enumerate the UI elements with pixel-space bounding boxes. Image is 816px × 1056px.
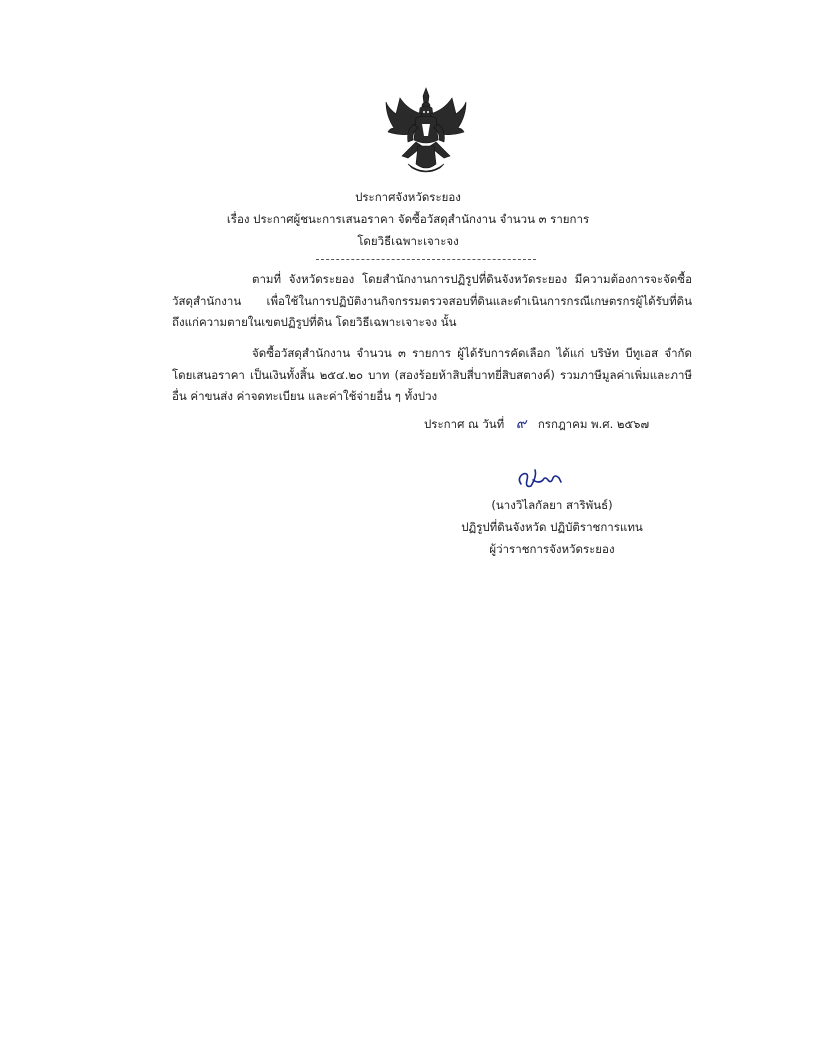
header-divider [316,259,536,260]
body-paragraph-1 [172,269,692,334]
procurement-method: โดยวิธีเฉพาะเจาะจง [357,234,459,248]
signatory-on-behalf: ผู้ว่าราชการจังหวัดระยอง [489,542,615,556]
garuda-emblem-icon [378,84,474,180]
body-paragraph-2-text: จัดซื้อวัสดุสำนักงาน จำนวน ๓ รายการ ผู้ได้รับการคัดเลือก ได้แก่ บริษัท บีทูเอส จำกัด โดยเสนอราคา เป็นเงินทั้งสิ้น ๒๕๔.๒๐ บาท (สองร้อยห้าสิบสี่บาทยี่สิบสตางค์) รวมภาษีมูลค่าเพิ่มและภาษีอื่น ค่าขนส่ง ค่าจดทะเบียน และค่าใช้จ่ายอื่น ๆ ทั้งปวง [172,346,692,403]
announcement-subject: เรื่อง ประกาศผู้ชนะการเสนอราคา จัดซื้อวัสดุสำนักงาน จำนวน ๓ รายการ [226,212,590,226]
body-paragraph-1-text: ตามที่ จังหวัดระยอง โดยสำนักงานการปฏิรูปที่ดินจังหวัดระยอง มีความต้องการจะจัดซื้อวัสดุสำนักงาน เพื่อใช้ในการปฏิบัติงานกิจกรรมตรวจสอบที่ดินและดำเนินการกรณีเกษตรกรผู้ได้รับที่ดินถึงแก่ความตายในเขตปฏิรูปที่ดิน โดยวิธีเฉพาะเจาะจง นั้น [172,272,692,329]
date-month-year: กรกฎาคม พ.ศ. ๒๕๖๗ [537,417,650,431]
body-paragraph-2 [172,343,692,408]
handwritten-signature [515,466,565,494]
date-day: ๙ [515,416,527,432]
date-prefix: ประกาศ ณ วันที่ [424,417,505,431]
announcement-date [424,413,649,435]
signatory-position: ปฏิรูปที่ดินจังหวัด ปฏิบัติราชการแทน [461,520,643,534]
signatory-name: (นางวิไลกัลยา สาริพันธ์) [491,498,613,512]
announcement-title: ประกาศจังหวัดระยอง [355,190,461,204]
